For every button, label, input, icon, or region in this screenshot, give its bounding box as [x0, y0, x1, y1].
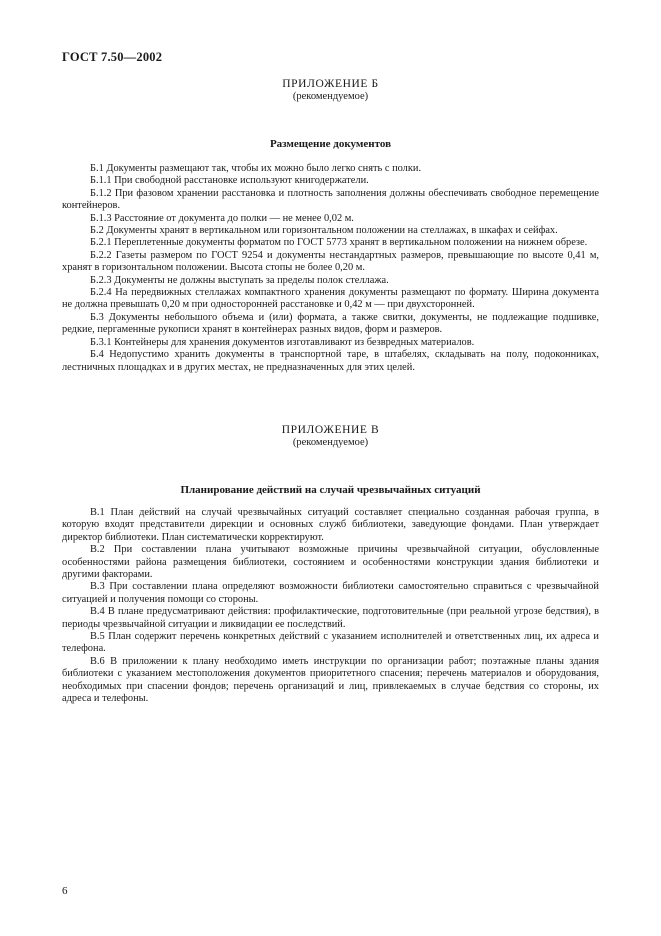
paragraph-v5: В.5 План содержит перечень конкретных действий с указанием исполнителей и ответственных лиц, их адреса и телефона. — [62, 631, 599, 655]
appendix-b-label — [62, 78, 599, 103]
paragraph-b2-2: Б.2.2 Газеты размером по ГОСТ 9254 и документы нестандартных размеров, превышающие по высоте 0,41 м, хранят в горизонтальном положении. Высота стопы не более 0,20 м. — [62, 249, 599, 274]
paragraph-v4: В.4 В плане предусматривают действия: профилактические, подготовительные (при реальной угрозе бедствия), в периоды чрезвычайной ситуации и ликвидации ее последствий. — [62, 606, 599, 630]
appendix-b-heading: Размещение документов — [269, 138, 392, 150]
appendix-v-subtitle: (рекомендуемое) — [292, 437, 369, 448]
paragraph-b4: Б.4 Недопустимо хранить документы в транспортной таре, в штабелях, складывать на полу, подоконниках, лестничных площадках и в других местах, не предназначенных для этих целей. — [62, 349, 599, 373]
paragraph-b1-2: Б.1.2 При фазовом хранении расстановка и плотность заполнения должны обеспечивать свободное перемещение контейнеров. — [62, 187, 599, 212]
appendix-v-heading: Планирование действий на случай чрезвычайных ситуаций — [180, 484, 481, 496]
paragraph-b2-4: Б.2.4 На передвижных стеллажах компактного хранения документы размещают по формату. Ширина документа не должна превышать 0,20 м при односторонней расстановке и 0,42 м — при двухсторонней. — [62, 287, 599, 311]
paragraph-v6: В.6 В приложении к плану необходимо иметь инструкции по организации работ; поэтажные планы здания библиотеки с указанием местоположения документов приоритетного спасения; перечень материалов и оборудования, необходимых при спасении фондов; перечень организаций и лиц, привлекаемых в случае бедствия со стороны, их адреса и телефоны. — [62, 655, 599, 705]
appendix-b-title: ПРИЛОЖЕНИЕ Б — [282, 78, 379, 90]
paragraph-b2: Б.2 Документы хранят в вертикальном или горизонтальном положении на стеллажах, в шкафах и сейфах. — [90, 225, 558, 237]
document-header: ГОСТ 7.50—2002 — [62, 50, 163, 64]
appendix-b-subtitle: (рекомендуемое) — [292, 91, 369, 102]
paragraph-b3-1: Б.3.1 Контейнеры для хранения документов изготавливают из безвредных материалов. — [90, 336, 475, 348]
appendix-b-body — [62, 163, 599, 374]
paragraph-v2: В.2 При составлении плана учитывают возможные причины чрезвычайной ситуации, обусловленные особенностями района размещения библиотеки, состоянием и особенностями конструкции здания библиотеки и другими факторами. — [62, 544, 599, 581]
paragraph-b2-3: Б.2.3 Документы не должны выступать за пределы полок стеллажа. — [90, 274, 389, 286]
paragraph-b1-3: Б.1.3 Расстояние от документа до полки — не менее 0,02 м. — [90, 212, 354, 224]
appendix-v-title: ПРИЛОЖЕНИЕ В — [281, 424, 380, 436]
appendix-v-body — [62, 507, 599, 706]
paragraph-v3: В.3 При составлении плана определяют возможности библиотеки самостоятельно справиться с чрезвычайной ситуацией и получения помощи со стороны. — [62, 581, 599, 605]
paragraph-v1: В.1 План действий на случай чрезвычайных ситуаций составляет специально созданная рабочая группа, в которую входят представители дирекции и основных служб библиотеки, заведующие фондами. План утверждает директор библиотеки. План систематически корректируют. — [62, 507, 599, 543]
paragraph-b1-1: Б.1.1 При свободной расстановке используют книгодержатели. — [90, 175, 369, 187]
paragraph-b2-1: Б.2.1 Переплетенные документы форматом по ГОСТ 5773 хранят в вертикальном положении на нижнем обрезе. — [90, 237, 588, 249]
paragraph-b3: Б.3 Документы небольшого объема и (или) формата, а также свитки, документы, не подлежащие подшивке, редкие, пергаменные рукописи хранят в контейнерах разных видов, форм и размеров. — [62, 311, 599, 336]
appendix-v-label — [62, 424, 599, 449]
paragraph-b1: Б.1 Документы размещают так, чтобы их можно было легко снять с полки. — [90, 163, 422, 174]
page-number: 6 — [62, 885, 68, 897]
